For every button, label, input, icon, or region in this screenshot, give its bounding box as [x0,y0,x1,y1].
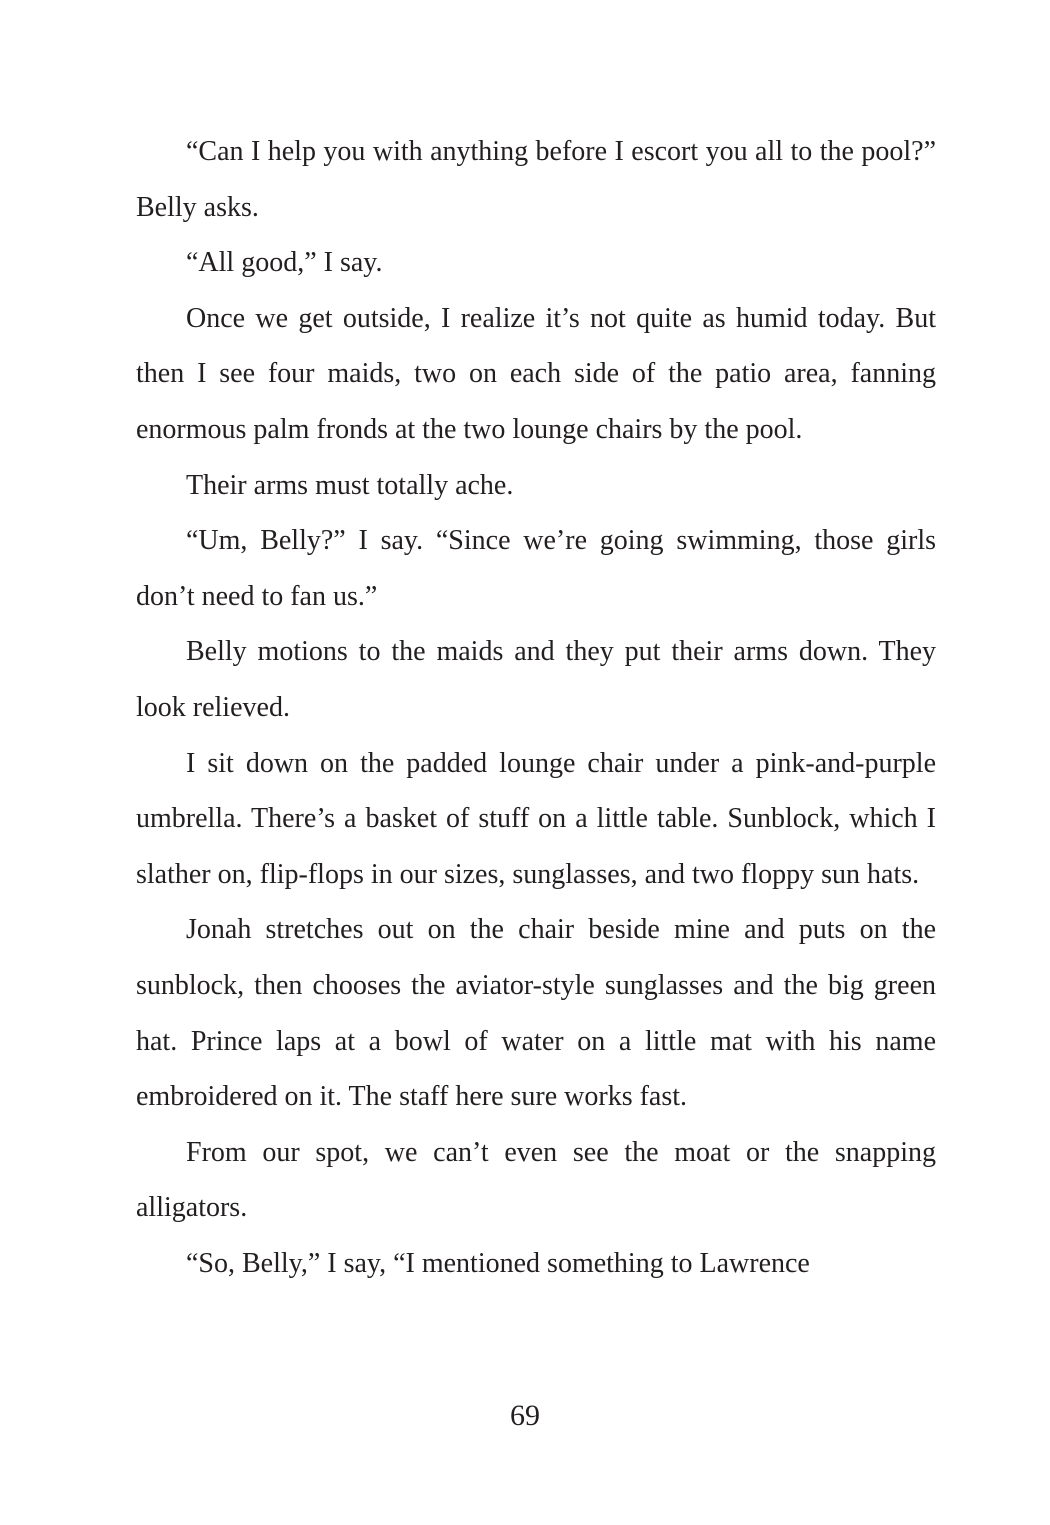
paragraph-3: Once we get outside, I realize it’s not quite as humid today. But then I see four maids, two on each side of the patio area, fanning enormous palm fronds at the two lounge chairs by the pool. [136,302,936,445]
paragraph-5: “Um, Belly?” I say. “Since we’re going swimming, those girls don’t need to fan us.” [136,525,936,612]
paragraph-4: Their arms must totally ache. [186,469,514,501]
body-text [136,124,936,1291]
paragraph-7: I sit down on the padded lounge chair under a pink-and-purple umbrella. There’s a basket of stuff on a little table. Sunblock, which I slather on, flip-flops in our sizes, sunglasses, and two floppy sun hats. [136,747,936,890]
paragraph-9: From our spot, we can’t even see the moat or the snapping alligators. [136,1136,936,1224]
paragraph-10: “So, Belly,” I say, “I mentioned something to Lawrence [186,1247,810,1279]
paragraph-8: Jonah stretches out on the chair beside mine and puts on the sunblock, then chooses the aviator-style sunglasses and the big green hat. Prince laps at a bowl of water on a little mat with his name embroidered on it. The staff here sure works fast. [136,914,936,1113]
paragraph-1: “Can I help you with anything before I escort you all to the pool?” Belly asks. [136,136,936,223]
paragraph-2: “All good,” I say. [186,247,383,279]
paragraph-6: Belly motions to the maids and they put their arms down. They look relieved. [136,636,936,723]
page-number: 69 [510,1399,540,1432]
